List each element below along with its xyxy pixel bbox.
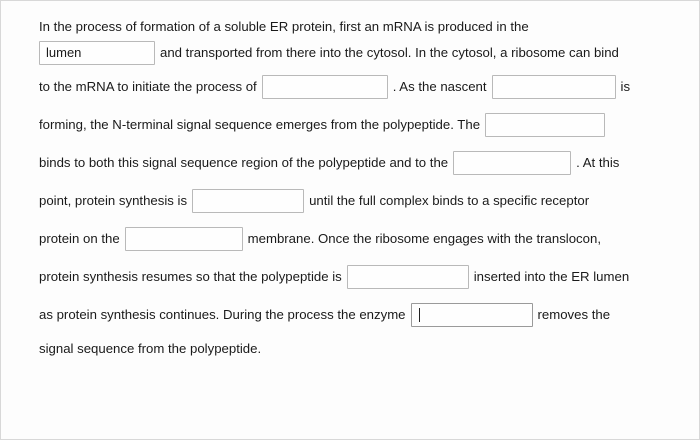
text-line-2 [39,41,665,65]
line-5-text-after: . At this [576,154,620,170]
line-10-text: signal sequence from the polypeptide. [39,340,262,356]
blank-input-1[interactable]: lumen [39,41,155,65]
text-line-10 [39,341,665,357]
line-5-text-before: binds to both this signal sequence region of the polypeptide and to the [39,154,449,170]
text-line-5 [39,151,665,175]
line-7-text-before: protein on the [39,230,120,246]
line-6-text-before: point, protein synthesis is [39,192,188,208]
blank-input-6[interactable] [192,189,304,213]
blank-input-5[interactable] [453,151,571,175]
line-3-text-after: is [620,78,631,94]
text-line-3 [39,75,665,99]
text-line-7 [39,227,665,251]
text-line-8 [39,265,665,289]
blank-input-7[interactable] [125,227,243,251]
line-8-text-before: protein synthesis resumes so that the polypeptide is [39,268,342,284]
line-2-text: and transported from there into the cytosol. In the cytosol, a ribosome can bind [160,44,619,60]
blank-input-4[interactable] [485,113,605,137]
line-6-text-after: until the full complex binds to a specific receptor [309,192,590,208]
line-1-text: In the process of formation of a soluble ER protein, first an mRNA is produced in the [39,19,529,34]
blank-input-3[interactable] [492,75,616,99]
blank-input-2[interactable] [262,75,388,99]
line-7-text-after: membrane. Once the ribosome engages with the translocon, [247,230,601,246]
line-4-text-before: forming, the N-terminal signal sequence emerges from the polypeptide. The [39,116,481,132]
line-8-text-after: inserted into the ER lumen [473,268,630,284]
blank-input-9-active[interactable] [411,303,533,327]
line-9-text-before: as protein synthesis continues. During the process the enzyme [39,306,406,322]
blank-input-8[interactable] [347,265,469,289]
text-line-6 [39,189,665,213]
question-text-body [1,1,699,439]
text-line-4 [39,113,665,137]
text-line-9 [39,303,665,327]
line-9-text-after: removes the [537,306,611,322]
text-caret [419,308,420,322]
text-line-1 [39,19,665,35]
line-3-text-mid: . As the nascent [392,78,487,94]
line-3-text-before: to the mRNA to initiate the process of [39,78,257,94]
